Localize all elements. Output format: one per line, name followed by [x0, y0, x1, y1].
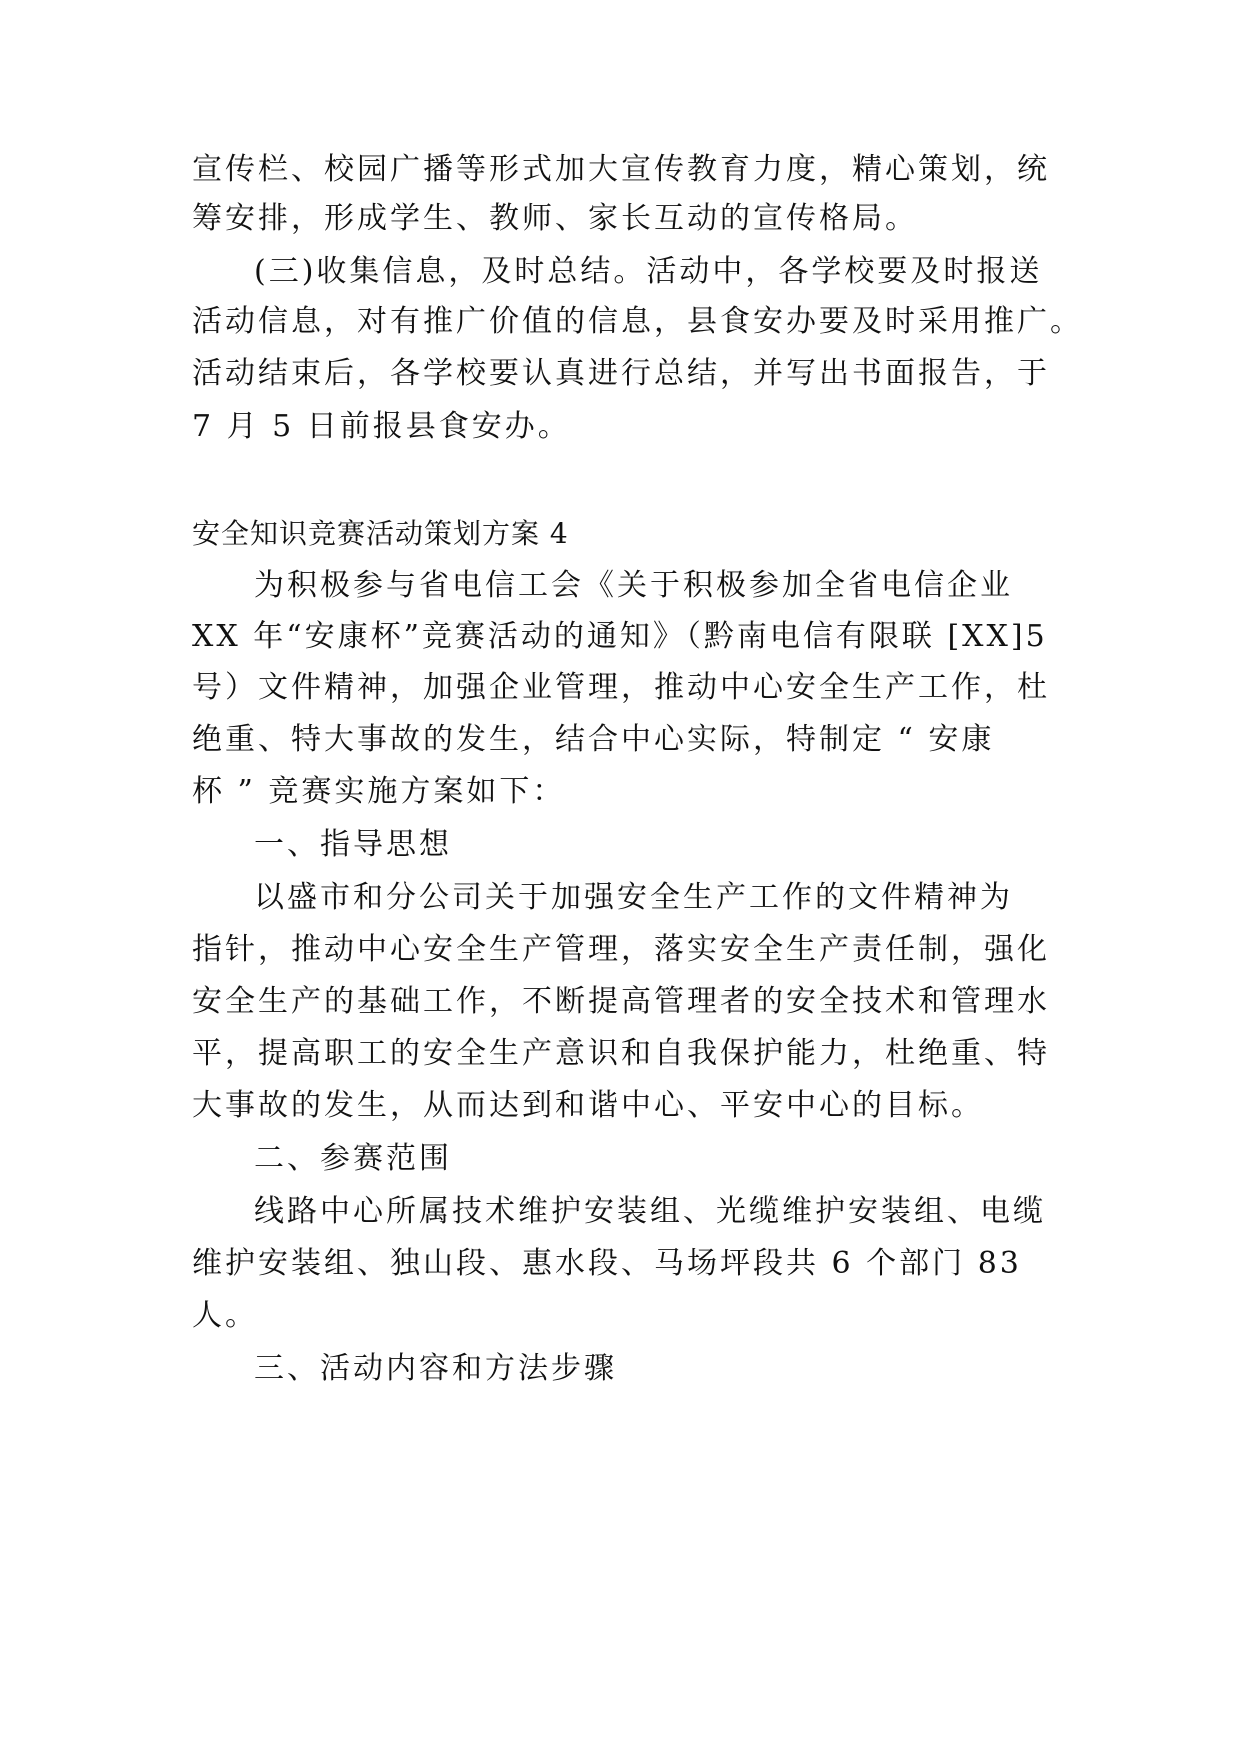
- paragraph-line: 宣传栏、校园广播等形式加大宣传教育力度，精心策划，统: [192, 152, 1050, 187]
- paragraph-line: 活动结束后，各学校要认真进行总结，并写出书面报告，于: [192, 356, 1050, 391]
- paragraph-line: 维护安装组、独山段、惠水段、马场坪段共 6 个部门 83: [192, 1246, 1022, 1281]
- paragraph-line: 线路中心所属技术维护安装组、光缆维护安装组、电缆: [254, 1194, 1046, 1229]
- paragraph-line: 平，提高职工的安全生产意识和自我保护能力，杜绝重、特: [192, 1036, 1050, 1071]
- paragraph-line: 活动信息，对有推广价值的信息，县食安办要及时采用推广。: [192, 304, 1083, 339]
- paragraph-line: XX 年“安康杯”竞赛活动的通知》（黔南电信有限联 [XX]5: [192, 619, 1048, 654]
- paragraph-line: 杯 ” 竞赛实施方案如下：: [192, 774, 566, 809]
- paragraph-line: 大事故的发生，从而达到和谐中心、平安中心的目标。: [192, 1088, 984, 1123]
- subheading: 一、指导思想: [254, 827, 452, 862]
- paragraph-line: 指针，推动中心安全生产管理，落实安全生产责任制，强化: [192, 932, 1050, 967]
- paragraph-line: 以盛市和分公司关于加强安全生产工作的文件精神为: [254, 880, 1013, 915]
- paragraph-line: 号）文件精神，加强企业管理，推动中心安全生产工作，杜: [192, 670, 1050, 705]
- section-heading: 安全知识竞赛活动策划方案 4: [192, 517, 569, 550]
- paragraph-line: (三)收集信息，及时总结。活动中，各学校要及时报送: [254, 254, 1043, 289]
- paragraph-line: 为积极参与省电信工会《关于积极参加全省电信企业: [254, 568, 1013, 603]
- subheading: 二、参赛范围: [254, 1141, 452, 1176]
- paragraph-line: 人。: [192, 1298, 258, 1333]
- paragraph-line: 安全生产的基础工作，不断提高管理者的安全技术和管理水: [192, 984, 1050, 1019]
- subheading: 三、活动内容和方法步骤: [254, 1351, 617, 1386]
- paragraph-line: 绝重、特大事故的发生，结合中心实际，特制定 “ 安康: [192, 722, 995, 757]
- paragraph-line: 筹安排，形成学生、教师、家长互动的宣传格局。: [192, 201, 918, 236]
- paragraph-line: 7 月 5 日前报县食安办。: [192, 409, 571, 444]
